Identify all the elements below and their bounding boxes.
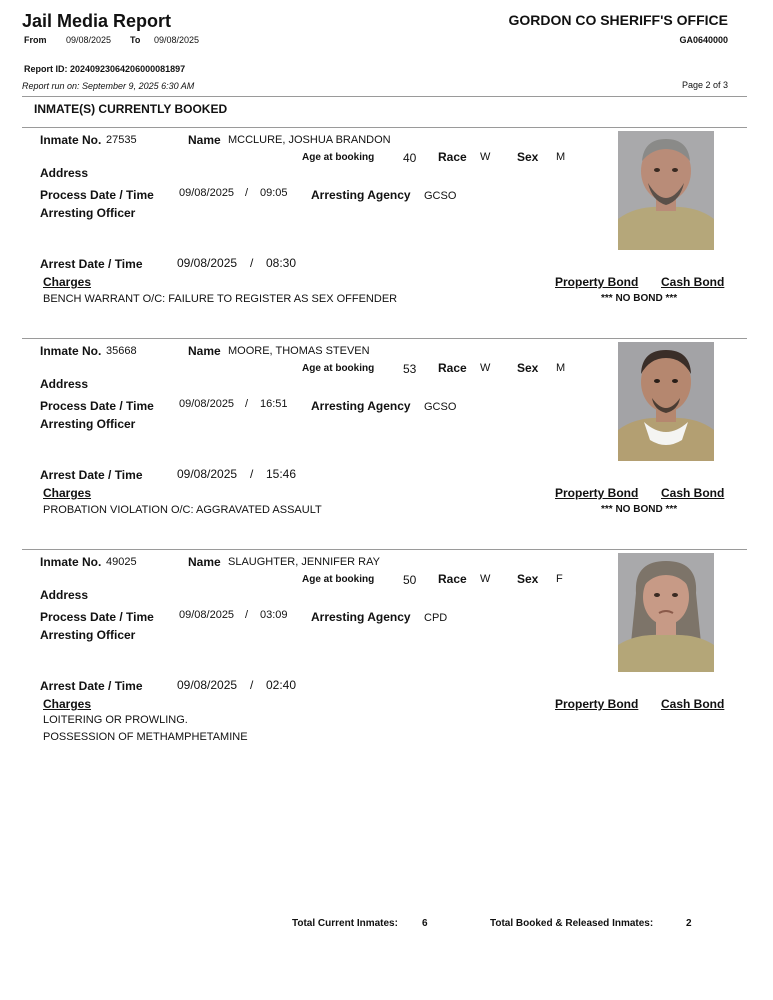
process-time: 03:09: [260, 609, 288, 621]
section-divider: [22, 127, 747, 128]
race-label: Race: [438, 150, 467, 164]
page-number: Page 2 of 3: [681, 80, 728, 90]
to-date: 09/08/2025: [154, 35, 200, 45]
sex-label: Sex: [517, 150, 539, 164]
inmate-no-label: Inmate No.: [40, 555, 102, 569]
officer-label: Arresting Officer: [40, 417, 136, 431]
charges-label: Charges: [43, 486, 92, 500]
process-time: 16:51: [260, 398, 288, 410]
slash: /: [250, 467, 254, 481]
name-label: Name: [188, 133, 221, 147]
total-released-label: Total Booked & Released Inmates:: [490, 918, 654, 929]
arrest-label: Arrest Date / Time: [40, 468, 143, 482]
charge-line: LOITERING OR PROWLING.: [43, 714, 188, 726]
address-label: Address: [40, 588, 89, 602]
section-title: INMATE(S) CURRENTLY BOOKED: [34, 102, 228, 116]
property-bond-label: Property Bond: [555, 275, 639, 289]
inmate-no: 35668: [106, 345, 137, 357]
charge-line: BENCH WARRANT O/C: FAILURE TO REGISTER AS SEX OFFENDER: [43, 293, 398, 305]
mugshot-photo: [618, 553, 714, 672]
process-label: Process Date / Time: [40, 610, 154, 624]
process-label: Process Date / Time: [40, 188, 154, 202]
inmate-name: MOORE, THOMAS STEVEN: [228, 345, 370, 357]
charge-line: POSSESSION OF METHAMPHETAMINE: [43, 731, 248, 743]
age-value: 40: [403, 151, 417, 165]
arrest-date: 09/08/2025: [177, 678, 238, 692]
process-date: 09/08/2025: [179, 398, 235, 410]
header-divider: [22, 96, 747, 97]
arrest-date: 09/08/2025: [177, 256, 238, 270]
age-value: 50: [403, 573, 417, 587]
cash-bond-label: Cash Bond: [661, 275, 725, 289]
age-value: 53: [403, 362, 417, 376]
race-label: Race: [438, 361, 467, 375]
record-divider: [22, 338, 747, 339]
to-label: To: [130, 35, 141, 45]
name-label: Name: [188, 555, 221, 569]
charges-label: Charges: [43, 697, 92, 711]
office-name: GORDON CO SHERIFF'S OFFICE: [508, 12, 728, 28]
address-label: Address: [40, 166, 89, 180]
sex-value: M: [556, 362, 566, 374]
report-title: Jail Media Report: [22, 11, 172, 31]
report-id: Report ID: 20240923064206000081897: [24, 64, 186, 74]
slash: /: [245, 609, 249, 621]
total-released-value: 2: [686, 918, 692, 929]
total-current-value: 6: [422, 918, 428, 929]
age-label: Age at booking: [302, 574, 375, 585]
cash-bond-label: Cash Bond: [661, 486, 725, 500]
arrest-label: Arrest Date / Time: [40, 679, 143, 693]
race-value: W: [480, 151, 491, 163]
sex-value: M: [556, 151, 566, 163]
charge-line: PROBATION VIOLATION O/C: AGGRAVATED ASSAULT: [43, 504, 322, 516]
inmate-name: SLAUGHTER, JENNIFER RAY: [228, 556, 380, 568]
race-value: W: [480, 362, 491, 374]
report-run-on: Report run on: September 9, 2025 6:30 AM: [22, 81, 195, 91]
total-current-label: Total Current Inmates:: [292, 918, 398, 929]
sex-label: Sex: [517, 361, 539, 375]
process-label: Process Date / Time: [40, 399, 154, 413]
name-label: Name: [188, 344, 221, 358]
race-value: W: [480, 573, 491, 585]
process-date: 09/08/2025: [179, 187, 235, 199]
age-label: Age at booking: [302, 152, 375, 163]
agency-value: CPD: [424, 612, 448, 624]
sex-value: F: [556, 573, 563, 585]
address-label: Address: [40, 377, 89, 391]
from-date: 09/08/2025: [66, 35, 112, 45]
inmate-no-label: Inmate No.: [40, 133, 102, 147]
inmate-no: 27535: [106, 134, 137, 146]
slash: /: [250, 256, 254, 270]
arrest-label: Arrest Date / Time: [40, 257, 143, 271]
property-bond-label: Property Bond: [555, 697, 639, 711]
slash: /: [245, 398, 249, 410]
officer-label: Arresting Officer: [40, 206, 136, 220]
sex-label: Sex: [517, 572, 539, 586]
age-label: Age at booking: [302, 363, 375, 374]
inmate-no-label: Inmate No.: [40, 344, 102, 358]
charges-label: Charges: [43, 275, 92, 289]
slash: /: [250, 678, 254, 692]
mugshot-photo: [618, 342, 714, 461]
arrest-time: 08:30: [266, 256, 297, 270]
officer-label: Arresting Officer: [40, 628, 136, 642]
agency-label: Arresting Agency: [311, 188, 411, 202]
inmate-name: MCCLURE, JOSHUA BRANDON: [228, 134, 391, 146]
ori-code: GA0640000: [679, 35, 728, 45]
process-date: 09/08/2025: [179, 609, 235, 621]
arrest-time: 02:40: [266, 678, 297, 692]
mugshot-photo: [618, 131, 714, 250]
agency-label: Arresting Agency: [311, 399, 411, 413]
bond-status: *** NO BOND ***: [601, 293, 678, 304]
inmate-no: 49025: [106, 556, 137, 568]
bond-status: *** NO BOND ***: [601, 504, 678, 515]
record-divider: [22, 549, 747, 550]
race-label: Race: [438, 572, 467, 586]
cash-bond-label: Cash Bond: [661, 697, 725, 711]
agency-value: GCSO: [424, 190, 457, 202]
property-bond-label: Property Bond: [555, 486, 639, 500]
agency-label: Arresting Agency: [311, 610, 411, 624]
arrest-time: 15:46: [266, 467, 297, 481]
slash: /: [245, 187, 249, 199]
from-label: From: [24, 35, 47, 45]
process-time: 09:05: [260, 187, 288, 199]
arrest-date: 09/08/2025: [177, 467, 238, 481]
agency-value: GCSO: [424, 401, 457, 413]
